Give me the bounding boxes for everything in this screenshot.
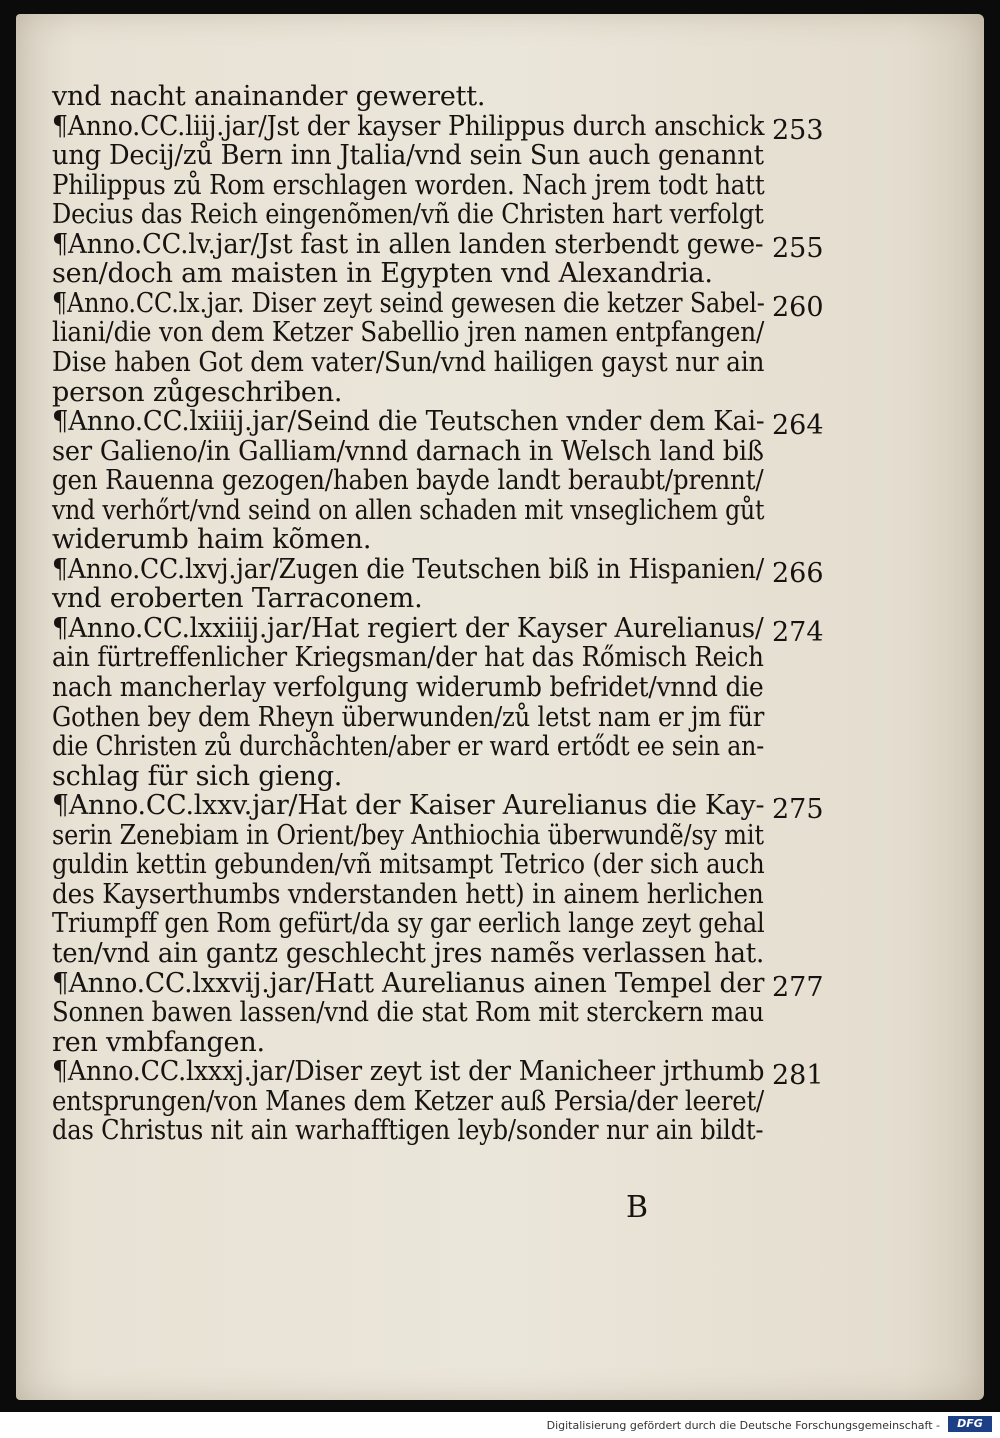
text-line: ¶Anno.CC.lx.jar. Diser zeyt seind gewesen die ketzer Sabel- xyxy=(52,287,765,319)
signature-mark: B xyxy=(626,1190,649,1225)
text-line: nach mancherlay verfolgung widerumb befridet/vnnd die xyxy=(52,672,764,703)
text-line: Dise haben Got dem vater/Sun/vnd hailigen gayst nur ain xyxy=(52,346,765,378)
text-line: das Christus nit ain warhafftigen leyb/sonder nur ain bildt- xyxy=(52,1115,764,1147)
margin-year: 264 xyxy=(772,410,824,442)
margin-year: 253 xyxy=(772,114,824,146)
text-line: des Kayserthumbs vnderstanden hett) in ainem herlichen xyxy=(52,878,764,910)
text-line: liani/die von dem Ketzer Sabellio jren namen entpfangen/ xyxy=(52,317,765,349)
text-line: ung Decij/zů Bern inn Jtalia/vnd sein Sun auch genannt xyxy=(52,140,764,172)
text-line: vnd nacht anainander gewerett. xyxy=(52,81,486,112)
margin-year: 260 xyxy=(772,291,824,323)
text-line: ¶Anno.CC.lxiiij.jar/Seind die Teutschen vnder dem Kai- xyxy=(52,406,765,438)
text-line: ren vmbfangen. xyxy=(52,1026,265,1058)
text-line: ¶Anno.CC.lv.jar/Jst fast in allen landen sterbendt gewe- xyxy=(52,228,764,260)
margin-year: 281 xyxy=(772,1060,824,1092)
text-line: ¶Anno.CC.lxvj.jar/Zugen die Teutschen biß in Hispanien/ xyxy=(52,553,765,585)
text-line: ten/vnd ain gantz geschlecht jres namẽs verlassen hat. xyxy=(52,937,765,969)
margin-year: 275 xyxy=(772,794,824,826)
footer-credit: Digitalisierung gefördert durch die Deutsche Forschungsgemeinschaft - xyxy=(546,1419,940,1432)
text-line: Gothen bey dem Rheyn überwunden/zů letst nam er jm für xyxy=(52,701,765,733)
text-line: ¶Anno.CC.lxxv.jar/Hat der Kaiser Aurelianus die Kay- xyxy=(52,790,765,822)
text-line: ¶Anno.CC.lxxvij.jar/Hatt Aurelianus ainen Tempel der xyxy=(52,967,765,999)
margin-year: 255 xyxy=(772,232,824,264)
text-line: ¶Anno.CC.lxxxj.jar/Diser zeyt ist der Manicheer jrthumb xyxy=(52,1056,765,1088)
text-line: schlag für sich gieng. xyxy=(52,760,343,792)
text-line: ¶Anno.CC.lxxiiij.jar/Hat regiert der Kayser Aurelianus/ xyxy=(52,612,764,644)
text-line: ¶Anno.CC.liij.jar/Jst der kayser Philippus durch anschick xyxy=(52,110,765,142)
text-line: vnd eroberten Tarraconem. xyxy=(52,583,423,615)
text-line: die Christen zů durchåchten/aber er ward ertődt ee sein an- xyxy=(52,731,765,763)
margin-year: 274 xyxy=(772,616,824,648)
margin-year: 277 xyxy=(772,971,824,1003)
text-line: Triumpff gen Rom gefürt/da sy gar eerlich lange zeyt gehal xyxy=(52,908,765,940)
text-line: guldin kettin gebunden/vñ mitsampt Tetrico (der sich auch xyxy=(52,849,765,881)
book-page xyxy=(16,14,984,1400)
dfg-logo: DFG xyxy=(948,1416,992,1432)
text-line: entsprungen/von Manes dem Ketzer auß Persia/der leeret/ xyxy=(52,1085,765,1117)
text-line: gen Rauenna gezogen/haben bayde landt beraubt/prennt/ xyxy=(52,465,764,497)
text-line: ser Galieno/in Galliam/vnnd darnach in Welsch land biß xyxy=(52,435,764,467)
footer-bar xyxy=(0,1412,1000,1438)
text-line: serin Zenebiam in Orient/bey Anthiochia überwundẽ/sy mit xyxy=(52,819,764,851)
margin-year: 266 xyxy=(772,557,824,589)
text-line: person zůgeschriben. xyxy=(52,376,343,408)
text-line: sen/doch am maisten in Egypten vnd Alexandria. xyxy=(52,258,713,290)
text-line: widerumb haim kõmen. xyxy=(52,524,372,556)
text-line: Philippus zů Rom erschlagen worden. Nach jrem todt hatt xyxy=(52,169,765,201)
text-line: Sonnen bawen lassen/vnd die stat Rom mit sterckern mau xyxy=(52,997,764,1029)
text-line: ain fürtreffenlicher Kriegsman/der hat das Rőmisch Reich xyxy=(52,642,764,674)
text-line: Decius das Reich eingenõmen/vñ die Christen hart verfolgt xyxy=(52,199,764,231)
text-line: vnd verhőrt/vnd seind on allen schaden mit vnseglichem gůt xyxy=(52,494,765,526)
